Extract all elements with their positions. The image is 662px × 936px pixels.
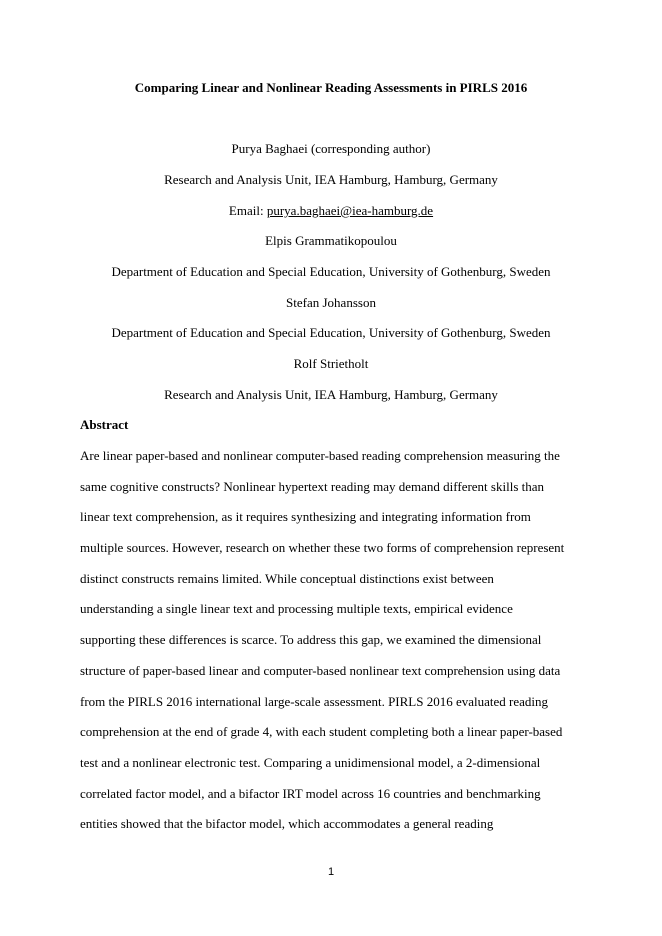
- author-name: Stefan Johansson: [286, 295, 376, 310]
- author-affiliation: Research and Analysis Unit, IEA Hamburg, Hamburg, Germany: [164, 172, 498, 187]
- abstract-line: comprehension at the end of grade 4, with each student completing both a linear paper-based: [80, 724, 563, 740]
- abstract-line: from the PIRLS 2016 international large-scale assessment. PIRLS 2016 evaluated reading: [80, 693, 549, 709]
- email-label: Email:: [228, 203, 267, 218]
- author-affiliation: Department of Education and Special Education, University of Gothenburg, Sweden: [111, 325, 551, 340]
- author-affiliation: Research and Analysis Unit, IEA Hamburg, Hamburg, Germany: [164, 387, 498, 402]
- abstract-line: understanding a single linear text and processing multiple texts, empirical evidence: [80, 601, 513, 617]
- abstract-line: same cognitive constructs? Nonlinear hypertext reading may demand different skills than: [80, 478, 545, 494]
- abstract-line: test and a nonlinear electronic test. Comparing a unidimensional model, a 2-dimensional: [80, 754, 541, 770]
- abstract-body: [80, 447, 582, 846]
- abstract-line: supporting these differences is scarce. To address this gap, we examined the dimensional: [80, 632, 542, 648]
- abstract-line: multiple sources. However, research on whether these two forms of comprehension represent: [80, 540, 565, 556]
- author-email-line: [0, 202, 662, 220]
- author-name: Elpis Grammatikopoulou: [265, 233, 397, 248]
- email-link[interactable]: purya.baghaei@iea-hamburg.de: [266, 203, 434, 218]
- abstract-line: linear text comprehension, as it requires synthesizing and integrating information from: [80, 509, 531, 525]
- abstract-heading: Abstract: [80, 417, 129, 432]
- page-number: 1: [327, 866, 335, 878]
- abstract-line: structure of paper-based linear and computer-based nonlinear text comprehension using data: [80, 662, 561, 678]
- abstract-line: entities showed that the bifactor model, which accommodates a general reading: [80, 816, 494, 832]
- author-name: Purya Baghaei (corresponding author): [231, 141, 431, 156]
- abstract-line: distinct constructs remains limited. While conceptual distinctions exist between: [80, 570, 494, 586]
- author-name: Rolf Strietholt: [293, 356, 369, 371]
- abstract-line: correlated factor model, and a bifactor IRT model across 16 countries and benchmarking: [80, 785, 541, 801]
- abstract-line: Are linear paper-based and nonlinear computer-based reading comprehension measuring the: [80, 448, 560, 463]
- author-affiliation: Department of Education and Special Education, University of Gothenburg, Sweden: [111, 264, 551, 279]
- paper-title: Comparing Linear and Nonlinear Reading Assessments in PIRLS 2016: [134, 80, 528, 95]
